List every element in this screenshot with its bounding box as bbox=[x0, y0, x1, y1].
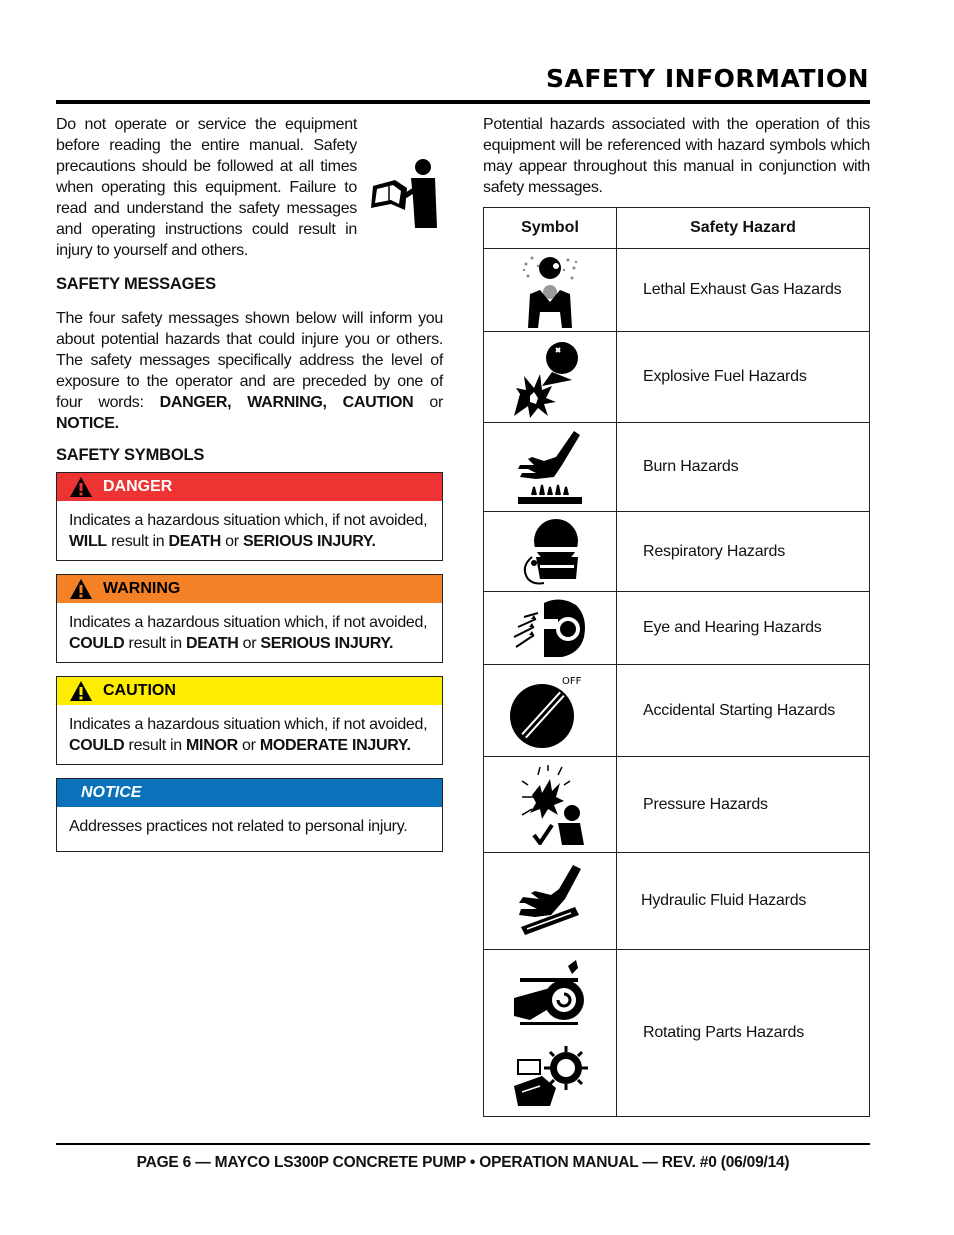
hazard-label: Pressure Hazards bbox=[617, 757, 870, 853]
danger-label: DANGER bbox=[103, 478, 173, 495]
hazard-label: Explosive Fuel Hazards bbox=[617, 332, 870, 423]
table-row bbox=[484, 853, 870, 950]
intro-section bbox=[56, 114, 443, 261]
exhaust-gas-icon bbox=[518, 252, 582, 328]
warning-triangle-icon bbox=[69, 578, 93, 600]
caution-box bbox=[56, 676, 443, 765]
hazard-table bbox=[483, 207, 870, 1117]
safety-symbols-heading: SAFETY SYMBOLS bbox=[56, 446, 205, 464]
left-column bbox=[56, 114, 443, 865]
intro-text: Do not operate or service the equipment before reading the entire manual. Safety precautions should be followed at all times when operating this equipment. Failure to read and understand the safety messages and operating instructions could result in injury to yourself and others. bbox=[56, 116, 357, 259]
hazard-label: Rotating Parts Hazards bbox=[617, 950, 870, 1117]
hydraulic-fluid-icon bbox=[515, 863, 585, 939]
safety-messages-text: The four safety messages shown below will inform you about potential hazards that could injure you or others. The safety messages specifically address the level of exposure to the operator and are preceded by one of four words: DANGER, WARNING, CAUTION or NOTICE. bbox=[56, 310, 443, 432]
notice-box bbox=[56, 778, 443, 852]
pressure-icon bbox=[514, 765, 586, 845]
off-label: OFF bbox=[562, 675, 582, 687]
table-row bbox=[484, 332, 870, 423]
hazard-label: Burn Hazards bbox=[617, 423, 870, 512]
page-footer: PAGE 6 — MAYCO LS300P CONCRETE PUMP • OPERATION MANUAL — REV. #0 (06/09/14) bbox=[136, 1154, 790, 1171]
danger-box bbox=[56, 472, 443, 561]
accidental-start-icon bbox=[508, 672, 592, 750]
warning-triangle-icon bbox=[69, 680, 93, 702]
caution-bar bbox=[57, 677, 442, 705]
table-header-row bbox=[484, 208, 870, 249]
table-row bbox=[484, 757, 870, 853]
warning-text: Indicates a hazardous situation which, if not avoided, COULD result in DEATH or SERIOUS INJURY. bbox=[69, 614, 428, 652]
eye-hearing-icon bbox=[510, 597, 590, 659]
burn-icon bbox=[514, 429, 586, 505]
hazard-label: Respiratory Hazards bbox=[617, 512, 870, 592]
notice-label: NOTICE bbox=[81, 784, 142, 801]
danger-text: Indicates a hazardous situation which, if not avoided, WILL result in DEATH or SERIOUS INJURY. bbox=[69, 512, 428, 550]
table-row bbox=[484, 512, 870, 592]
read-manual-icon bbox=[365, 158, 443, 228]
hazard-column-header: Safety Hazard bbox=[617, 208, 870, 249]
table-row bbox=[484, 592, 870, 665]
hazard-intro-text: Potential hazards associated with the operation of this equipment will be referenced with hazard symbols which may appear throughout this manual in conjunction with safety messages. bbox=[483, 116, 870, 196]
header-rule bbox=[56, 100, 870, 104]
notice-text: Addresses practices not related to personal injury. bbox=[69, 818, 408, 835]
symbol-column-header: Symbol bbox=[484, 208, 617, 249]
respiratory-icon bbox=[518, 517, 582, 587]
warning-box bbox=[56, 574, 443, 663]
hazard-label: Hydraulic Fluid Hazards bbox=[617, 853, 870, 950]
warning-bar bbox=[57, 575, 442, 603]
caution-label: CAUTION bbox=[103, 682, 176, 699]
right-column bbox=[483, 114, 870, 198]
hazard-label: Eye and Hearing Hazards bbox=[617, 592, 870, 665]
caution-text: Indicates a hazardous situation which, if not avoided, COULD result in MINOR or MODERATE INJURY. bbox=[69, 716, 428, 754]
table-row bbox=[484, 665, 870, 757]
warning-triangle-icon bbox=[69, 476, 93, 498]
danger-bar bbox=[57, 473, 442, 501]
page-title: SAFETY INFORMATION bbox=[546, 64, 869, 93]
notice-bar bbox=[57, 779, 442, 807]
hazard-label: Lethal Exhaust Gas Hazards bbox=[617, 249, 870, 332]
hazard-label: Accidental Starting Hazards bbox=[617, 665, 870, 757]
explosive-fuel-icon bbox=[512, 336, 588, 418]
footer-rule bbox=[56, 1143, 870, 1145]
warning-label: WARNING bbox=[103, 580, 181, 597]
safety-messages-heading: SAFETY MESSAGES bbox=[56, 275, 216, 293]
rotating-parts-icon bbox=[510, 958, 590, 1108]
table-row bbox=[484, 249, 870, 332]
table-row bbox=[484, 950, 870, 1117]
table-row bbox=[484, 423, 870, 512]
